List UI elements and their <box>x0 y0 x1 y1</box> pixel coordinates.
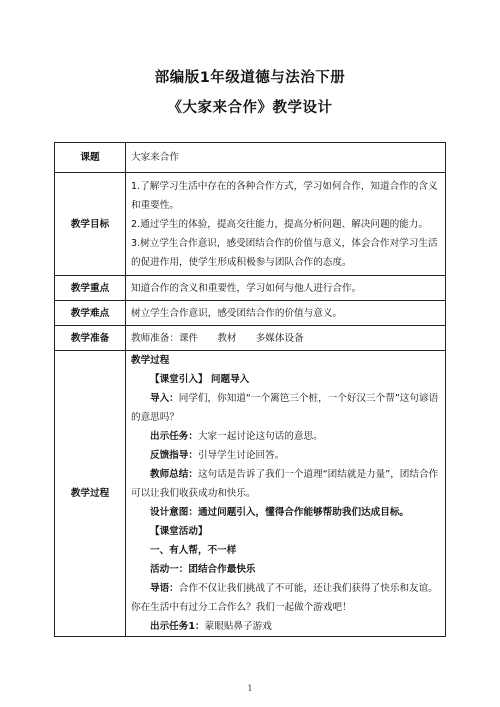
design-intent: 设计意图：通过问题引入，懂得合作能够帮助我们达成目标。 <box>150 507 410 518</box>
task1-text: 蒙眼贴鼻子游戏 <box>204 621 272 632</box>
table-row-preparation <box>55 326 446 351</box>
summary-text: 这句话是告诉了我们一个道理“团结就是力量”，团结合作可以让我们收获成功和快乐。 <box>131 469 439 499</box>
feedback-label: 反馈指导： <box>150 450 198 461</box>
key-points-label: 教学重点 <box>55 276 126 301</box>
task1-label: 出示任务1： <box>150 621 205 632</box>
document-subtitle: 《大家来合作》教学设计 <box>167 100 333 116</box>
task1-paragraph <box>131 617 441 636</box>
intro-section-heading: 【课堂引入】 问题导入 <box>150 374 250 385</box>
task-text: 大家一起讨论这句话的意思。 <box>197 431 323 442</box>
lesson-plan-table <box>54 142 446 637</box>
task-label: 出示任务： <box>150 431 198 442</box>
goals-label: 教学目标 <box>55 173 126 276</box>
intro-paragraph <box>131 389 441 427</box>
summary-paragraph <box>131 465 441 503</box>
guide-label: 导语： <box>150 583 179 594</box>
table-row-topic <box>55 143 446 173</box>
goals-cell <box>126 173 446 276</box>
intro-label: 导入： <box>150 393 179 404</box>
table-row-difficulties <box>55 301 446 326</box>
preparation-label: 教学准备 <box>55 326 126 351</box>
table-row-key-points <box>55 276 446 301</box>
topic-label: 课题 <box>55 143 126 173</box>
goal-item-1: 1.了解学习生活中存在的各种合作方式，学习如何合作，知道合作的含义和重要性。 <box>131 180 438 211</box>
feedback-paragraph <box>131 446 441 465</box>
goal-item-2: 2.通过学生的体验，提高交往能力，提高分析问题、解决问题的能力。 <box>131 218 428 230</box>
activity-section-heading: 【课堂活动】 <box>150 526 208 537</box>
process-heading: 教学过程 <box>131 355 170 366</box>
summary-label: 教师总结： <box>150 469 198 480</box>
preparation-value: 教师准备：课件 教材 多媒体设备 <box>126 326 446 351</box>
document-title: 部编版1年级道德与法治下册 <box>154 70 346 86</box>
task-paragraph <box>131 427 441 446</box>
goal-item-3: 3.树立学生合作意识，感受团结合作的价值与意义，体会合作对学习生活的促进作用，使学生形成积极参与团队合作的态度。 <box>131 237 438 268</box>
page-number: 1 <box>247 684 253 693</box>
table-row-goals <box>55 173 446 276</box>
guide-paragraph <box>131 579 441 617</box>
topic-value: 大家来合作 <box>126 143 446 173</box>
key-points-value: 知道合作的含义和重要性，学习如何与他人进行合作。 <box>126 276 446 301</box>
process-cell <box>126 351 446 637</box>
feedback-text: 引导学生讨论回答。 <box>197 450 285 461</box>
process-label: 教学过程 <box>55 351 126 637</box>
intro-text: 同学们，你知道“一个篱笆三个桩，一个好汉三个帮”这句谚语的意思吗？ <box>131 393 439 423</box>
difficulties-label: 教学难点 <box>55 301 126 326</box>
table-row-process <box>55 351 446 637</box>
activity-one-heading: 活动一：团结合作最快乐 <box>150 564 256 575</box>
part-one-heading: 一、有人帮，不一样 <box>150 545 237 556</box>
difficulties-value: 树立学生合作意识，感受团结合作的价值与意义。 <box>126 301 446 326</box>
guide-text: 合作不仅让我们挑战了不可能，还让我们获得了快乐和友谊。你在生活中有过分工合作么？我们一起做个游戏吧！ <box>131 583 438 613</box>
